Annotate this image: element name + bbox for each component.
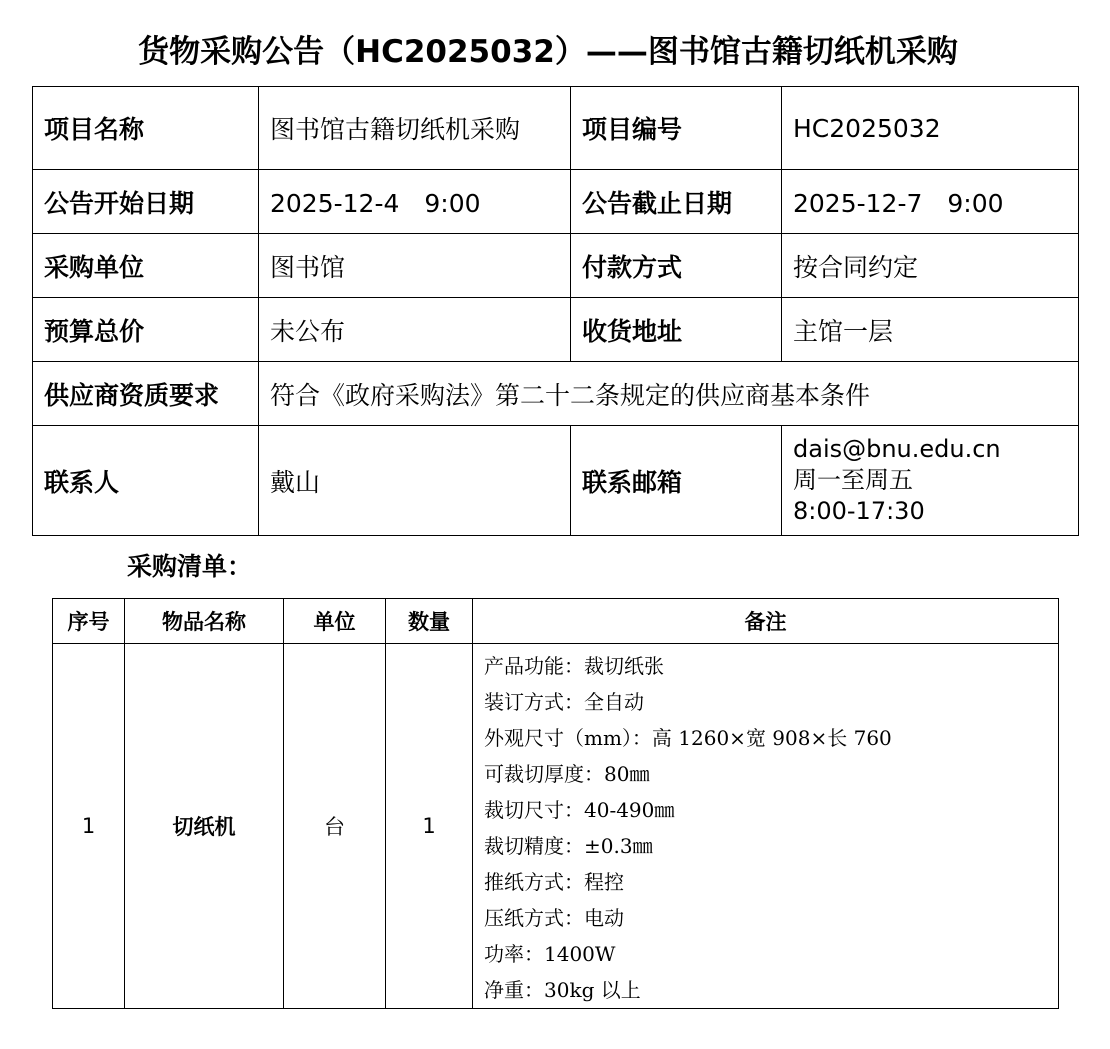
project-no-value: HC2025032 [782,87,1079,170]
contact-value: 戴山 [259,426,571,536]
header-remarks: 备注 [473,599,1059,644]
remark-net-weight: 净重：30kg 以上 [484,978,641,1002]
purchase-list-table [52,598,1059,1009]
remark-cut-precision: 裁切精度：±0.3㎜ [484,834,653,858]
info-row [33,87,1079,170]
end-date-label: 公告截止日期 [571,170,782,234]
buyer-value: 图书馆 [259,234,571,298]
project-no-label: 项目编号 [571,87,782,170]
row-unit: 台 [284,644,386,1009]
project-name-label: 项目名称 [33,87,259,170]
page-title: 货物采购公告（HC2025032）——图书馆古籍切纸机采购 [138,34,958,70]
header-quantity: 数量 [386,599,473,644]
remark-binding: 装订方式：全自动 [484,690,644,714]
remark-function: 产品功能：裁切纸张 [484,654,664,678]
info-row [33,298,1079,362]
remark-push-mode: 推纸方式：程控 [484,870,624,894]
row-quantity: 1 [386,644,473,1009]
info-row [33,426,1079,536]
payment-value: 按合同约定 [782,234,1079,298]
qualification-label: 供应商资质要求 [33,362,259,426]
address-label: 收货地址 [571,298,782,362]
contact-label: 联系人 [33,426,259,536]
header-no: 序号 [53,599,125,644]
email-label: 联系邮箱 [571,426,782,536]
remark-press-mode: 压纸方式：电动 [484,906,624,930]
header-item-name: 物品名称 [125,599,284,644]
buyer-label: 采购单位 [33,234,259,298]
qualification-value: 符合《政府采购法》第二十二条规定的供应商基本条件 [259,362,1079,426]
info-row [33,170,1079,234]
purchase-list-heading: 采购清单： [127,552,253,581]
remark-dimensions: 外观尺寸（mm）：高 1260×宽 908×长 760 [484,726,892,750]
row-item-name: 切纸机 [125,644,284,1009]
email-address[interactable]: dais@bnu.edu.cn [793,435,1001,463]
email-cell [782,426,1079,536]
remark-power: 功率：1400W [484,942,616,966]
office-days: 周一至周五 [793,466,913,494]
start-date-value: 2025-12-4 9:00 [259,170,571,234]
remark-cut-size: 裁切尺寸：40-490㎜ [484,798,675,822]
info-row [33,234,1079,298]
start-date-label: 公告开始日期 [33,170,259,234]
payment-label: 付款方式 [571,234,782,298]
budget-value: 未公布 [259,298,571,362]
budget-label: 预算总价 [33,298,259,362]
office-time: 8:00-17:30 [793,497,925,525]
table-header-row [53,599,1059,644]
header-unit: 单位 [284,599,386,644]
row-remarks [473,644,1059,1009]
project-info-table [32,86,1079,536]
end-date-value: 2025-12-7 9:00 [782,170,1079,234]
project-name-value: 图书馆古籍切纸机采购 [259,87,571,170]
remark-cut-thickness: 可裁切厚度：80㎜ [484,762,650,786]
table-row [53,644,1059,1009]
row-no: 1 [53,644,125,1009]
address-value: 主馆一层 [782,298,1079,362]
info-row [33,362,1079,426]
